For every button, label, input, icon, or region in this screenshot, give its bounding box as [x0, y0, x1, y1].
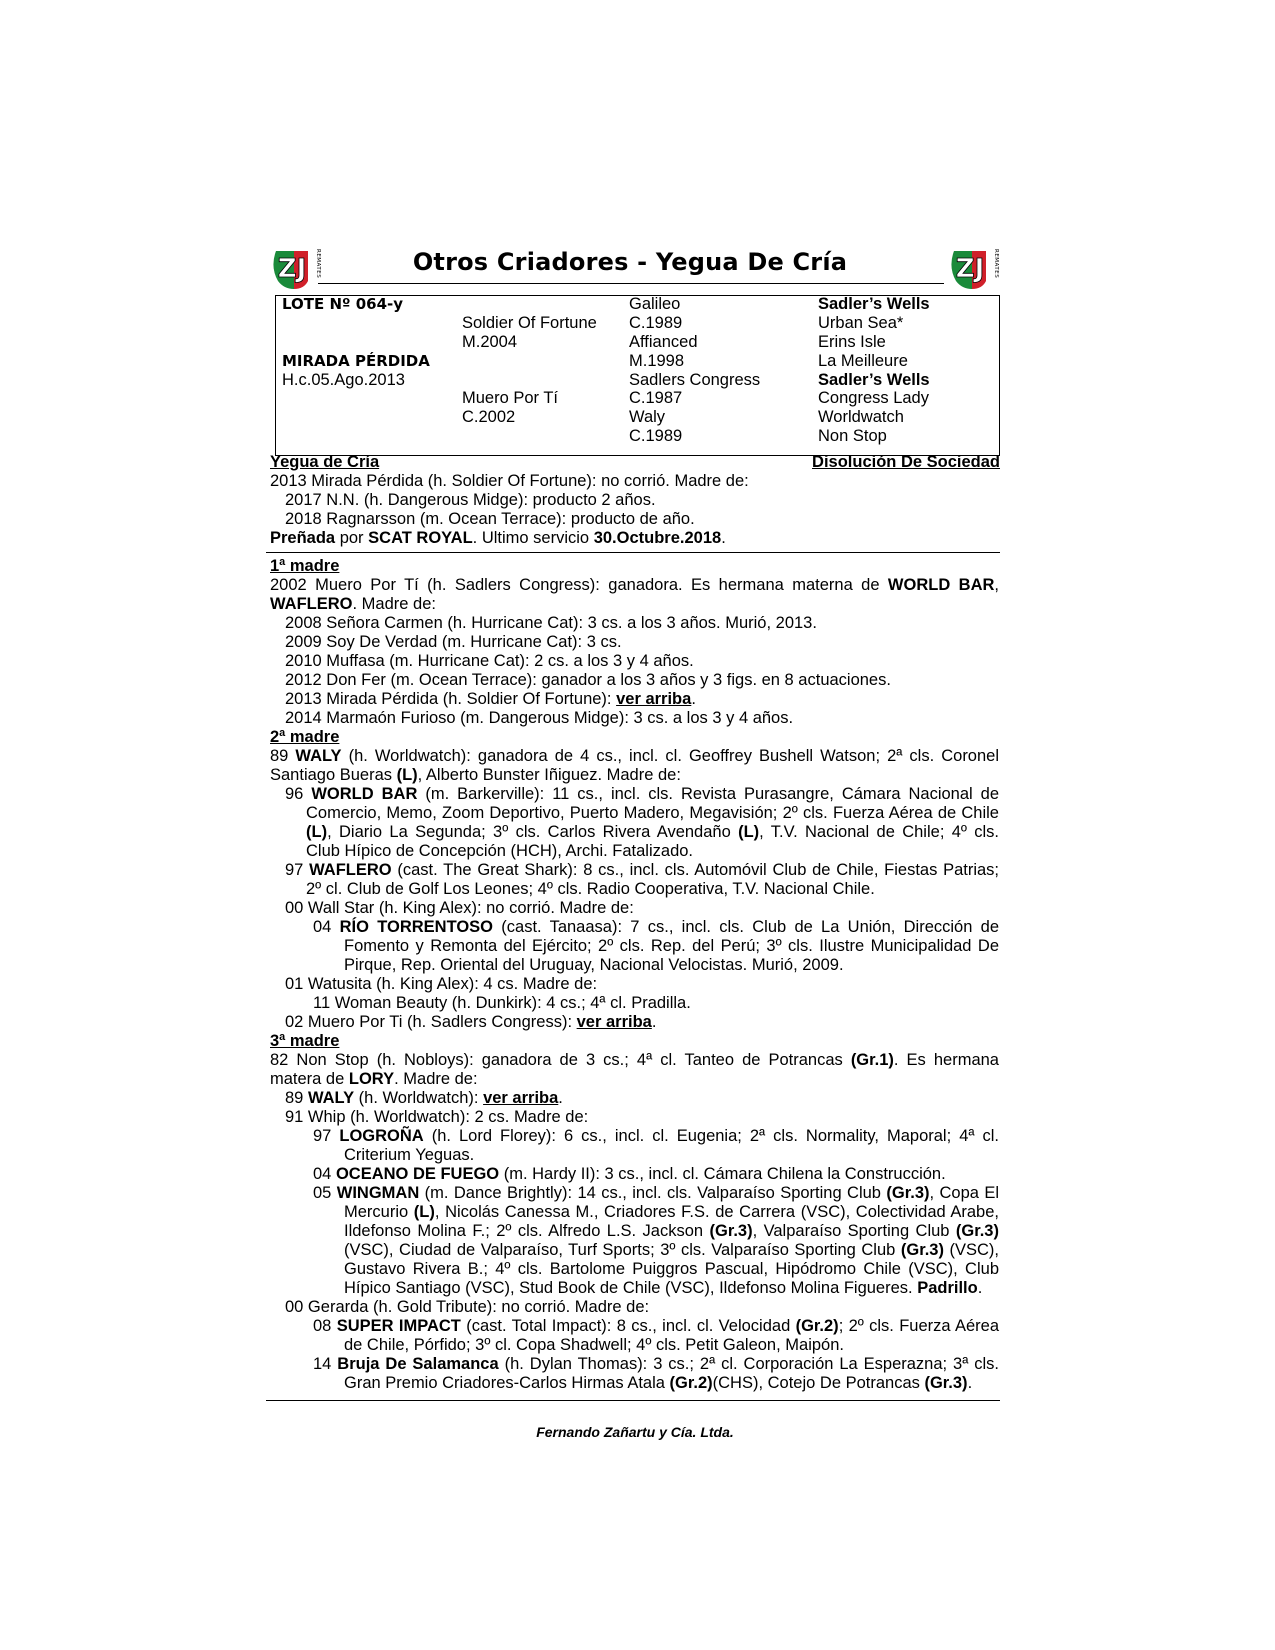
madre2-line: 96 WORLD BAR (m. Barkerville): 11 cs., incl. cls. Revista Purasangre, Cámara Nacional de: [285, 785, 1000, 803]
madre3-line: Gustavo Rivera B.; 4º cls. Bartolome Puiggros Pascual, Hipódromo Chile (VSC), Club: [344, 1260, 999, 1278]
madre3-line: 04 OCEANO DE FUEGO (m. Hardy II): 3 cs., incl. cl. Cámara Chilena la Construcción.: [313, 1165, 946, 1183]
madre3-line: (VSC), Ciudad de Valparaíso, Turf Sports; 3º cls. Valparaíso Sporting Club (Gr.3) (VSC),: [344, 1241, 999, 1259]
horse-info: H.c.05.Ago.2013: [282, 371, 405, 389]
madre3-line: matera de LORY. Madre de:: [270, 1070, 478, 1088]
gen3-item: Urban Sea*: [818, 314, 904, 332]
title-underline: [318, 283, 944, 284]
madre2-line: 02 Muero Por Ti (h. Sadlers Congress): ver arriba.: [285, 1013, 657, 1031]
gen2-item: C.1987: [629, 389, 683, 407]
madre2-line: Club Hípico de Concepción (HCH), Archi. Fatalizado.: [306, 842, 694, 860]
gen2-item: C.1989: [629, 314, 683, 332]
madre2-line: 11 Woman Beauty (h. Dunkirk): 4 cs.; 4ª cl. Pradilla.: [313, 994, 691, 1012]
madre1-item: 2012 Don Fer (m. Ocean Terrace): ganador a los 3 años y 3 figs. en 8 actuaciones.: [285, 671, 891, 689]
gen3-item: Worldwatch: [818, 408, 904, 426]
logo-letters: ZJ: [277, 254, 307, 284]
produce-line: 2013 Mirada Pérdida (h. Soldier Of Fortune): no corrió. Madre de:: [270, 472, 749, 490]
madre3-line: 91 Whip (h. Worldwatch): 2 cs. Madre de:: [285, 1108, 589, 1126]
madre1-item: 2013 Mirada Pérdida (h. Soldier Of Fortune): ver arriba.: [285, 690, 696, 708]
logo-side-text: REMATES: [993, 249, 999, 279]
madre3-line: 05 WINGMAN (m. Dance Brightly): 14 cs., incl. cls. Valparaíso Sporting Club (Gr.3), Copa El: [313, 1184, 999, 1202]
madre3-line: Hípico Santiago (VSC), Stud Book de Chile (VSC), Ildefonso Molina Figueres. Padrillo.: [344, 1279, 983, 1297]
page-title: Otros Criadores - Yegua De Cría: [412, 248, 848, 276]
madre2-line: 97 WAFLERO (cast. The Great Shark): 8 cs., incl. cls. Automóvil Club de Chile, Fiestas Patrias;: [285, 861, 1000, 879]
gen3-item: Congress Lady: [818, 389, 929, 407]
madre2-line: Pirque, Rep. Oriental del Uruguay, Nacional Velocistas. Murió, 2009.: [344, 956, 844, 974]
madre3-line: 97 LOGROÑA (h. Lord Florey): 6 cs., incl. cl. Eugenia; 2ª cls. Normality, Maporal; 4ª cl.: [313, 1127, 999, 1145]
madre3-line: Gran Premio Criadores-Carlos Hirmas Atala (Gr.2)(CHS), Cotejo De Potrancas (Gr.3).: [344, 1374, 973, 1392]
madre3-line: 14 Bruja De Salamanca (h. Dylan Thomas): 3 cs.; 2ª cl. Corporación La Esperazna; 3ª cls.: [313, 1355, 1000, 1373]
madre2-line: Comercio, Memo, Zoom Deportivo, Puerto Madero, Megavisión; 2º cls. Fuerza Aérea de Chile: [306, 804, 999, 822]
gen2-item: Waly: [629, 408, 666, 426]
madre1-item: 2008 Señora Carmen (h. Hurricane Cat): 3 cs. a los 3 años. Murió, 2013.: [285, 614, 817, 632]
madre3-line: Ildefonso Molina F.; 2º cls. Alfredo L.S. Jackson (Gr.3), Valparaíso Sporting Club (Gr.3): [344, 1222, 999, 1240]
logo-side-text: REMATES: [315, 249, 321, 279]
gen3-item: Sadler’s Wells: [818, 295, 930, 313]
logo-letters: ZJ: [955, 254, 985, 284]
gen3-item: La Meilleure: [818, 352, 908, 370]
madre1-item: 2009 Soy De Verdad (m. Hurricane Cat): 3 cs.: [285, 633, 622, 651]
madre1-item: 2014 Marmaón Furioso (m. Dangerous Midge): 3 cs. a los 3 y 4 años.: [285, 709, 794, 727]
footer-company: Fernando Zañartu y Cía. Ltda.: [536, 1424, 734, 1440]
footer-rule: [266, 1400, 1000, 1401]
dam-name: Muero Por Tí: [462, 389, 558, 407]
sire-name: Soldier Of Fortune: [462, 314, 597, 332]
madre3-line: 89 WALY (h. Worldwatch): ver arriba.: [285, 1089, 563, 1107]
madre1-item: 2010 Muffasa (m. Hurricane Cat): 2 cs. a los 3 y 4 años.: [285, 652, 694, 670]
madre3-line: Criterium Yeguas.: [344, 1146, 475, 1164]
madre3-line: 82 Non Stop (h. Nobloys): ganadora de 3 cs.; 4ª cl. Tanteo de Potrancas (Gr.1). Es hermana: [270, 1051, 999, 1069]
madre1-intro: 2002 Muero Por Tí (h. Sadlers Congress): ganadora. Es hermana materna de WORLD BAR,: [270, 576, 999, 594]
produce-line: 2017 N.N. (h. Dangerous Midge): producto 2 años.: [285, 491, 656, 509]
madre2-heading: 2ª madre: [270, 728, 340, 746]
madre3-heading: 3ª madre: [270, 1032, 340, 1050]
gen3-item: Erins Isle: [818, 333, 886, 351]
madre3-line: Mercurio (L), Nicolás Canessa M., Criadores F.S. de Carrera (VSC), Colectividad Arabe,: [344, 1203, 999, 1221]
gen2-item: M.1998: [629, 352, 685, 370]
madre1-intro-2: WAFLERO. Madre de:: [270, 595, 436, 613]
madre3-line: 00 Gerarda (h. Gold Tribute): no corrió. Madre de:: [285, 1298, 650, 1316]
gen3-item: Non Stop: [818, 427, 887, 445]
madre2-line: (L), Diario La Segunda; 3º cls. Carlos Rivera Avendaño (L), T.V. Nacional de Chile; 4º cls.: [306, 823, 999, 841]
sire-info: M.2004: [462, 333, 518, 351]
madre2-line: Fomento y Remonta del Ejército; 2º cls. Rep. del Perú; 3º cls. Ilustre Municipalidad De: [344, 937, 999, 955]
zj-remates-logo-left: [270, 243, 324, 291]
gen2-item: Sadlers Congress: [629, 371, 761, 389]
zj-remates-logo-right: [948, 243, 1002, 291]
madre2-line: 01 Watusita (h. King Alex): 4 cs. Madre de:: [285, 975, 598, 993]
madre3-line: 08 SUPER IMPACT (cast. Total Impact): 8 cs., incl. cl. Velocidad (Gr.2); 2º cls. Fuerza Aérea: [313, 1317, 1000, 1335]
madre2-line: 2º cl. Club de Golf Los Leones; 4º cls. Radio Cooperativa, T.V. Nacional Chile.: [306, 880, 875, 898]
lote-number: LOTE Nº 064-y: [282, 295, 404, 313]
pregnancy-line: Preñada por SCAT ROYAL. Ultimo servicio 30.Octubre.2018.: [270, 529, 726, 547]
dam-info: C.2002: [462, 408, 516, 426]
horse-name: MIRADA PÉRDIDA: [282, 352, 430, 370]
madre2-line: 00 Wall Star (h. King Alex): no corrió. Madre de:: [285, 899, 634, 917]
gen2-item: C.1989: [629, 427, 683, 445]
pedigree-table: [275, 295, 1000, 456]
section-divider: [266, 552, 1000, 553]
madre3-line: de Chile, Pórfido; 3º cl. Copa Shadwell; 4º cls. Petit Galeon, Maipón.: [344, 1336, 844, 1354]
produce-line: 2018 Ragnarsson (m. Ocean Terrace): producto de año.: [285, 510, 695, 528]
section-heading: Yegua de Cría: [270, 453, 380, 471]
madre1-heading: 1ª madre: [270, 557, 340, 575]
madre2-line: 04 RÍO TORRENTOSO (cast. Tanaasa): 7 cs., incl. cls. Club de La Unión, Dirección de: [313, 918, 999, 936]
gen2-item: Galileo: [629, 295, 681, 313]
madre2-line: Santiago Bueras (L), Alberto Bunster Iñiguez. Madre de:: [270, 766, 681, 784]
gen2-item: Affianced: [629, 333, 698, 351]
section-heading-right: Disolución De Sociedad: [812, 453, 1000, 471]
madre2-line: 89 WALY (h. Worldwatch): ganadora de 4 cs., incl. cl. Geoffrey Bushell Watson; 2ª cls. Coronel: [270, 747, 1000, 765]
gen3-item: Sadler’s Wells: [818, 371, 930, 389]
